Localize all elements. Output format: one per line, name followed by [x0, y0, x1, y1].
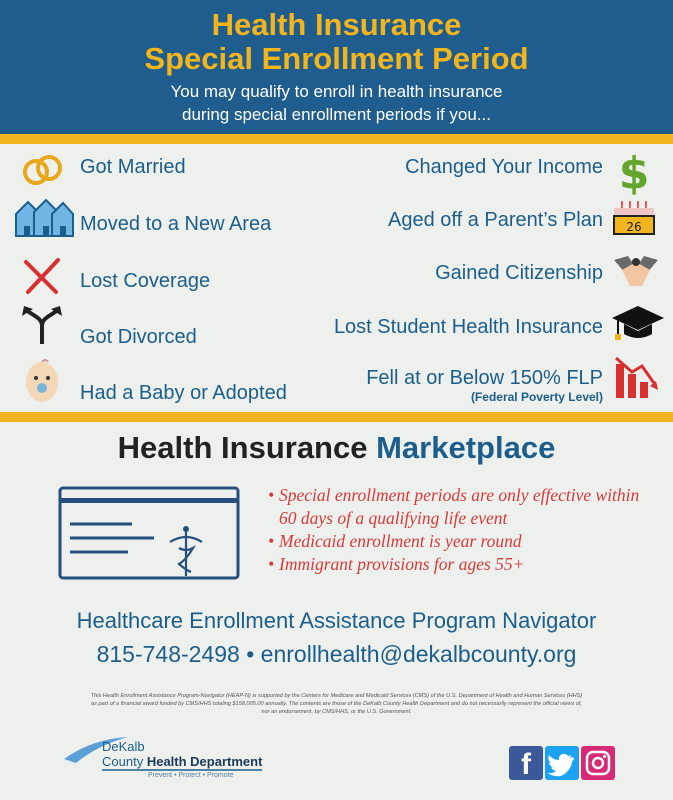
subtitle-line2: during special enrollment periods if you...	[182, 105, 491, 124]
dollar-icon	[614, 146, 654, 196]
disclaimer-text: This Health Enrollment Assistance Program-Navigator (HEAP-N) is supported by the Centers for Medicare and Medicaid Services (CMS) of the U.S. Department of Health and Human Services (HHS) as part of a financial award funded by CMS/HHS totaling $158,005.00 annually. The contents are those of the DeKalb County Health Department and do not necessarily represent the official views of, nor an endorsement, by CMS/HHS, or the U.S. Government.	[90, 693, 583, 715]
baby-icon	[22, 358, 62, 408]
svg-text:$: $	[618, 148, 650, 196]
logo-health-department: Health Department	[146, 754, 263, 769]
event-fell-below-flp: Fell at or Below 150% FLP	[366, 367, 603, 389]
event-got-divorced: Got Divorced	[80, 326, 197, 348]
bullet-special-enrollment: • Special enrollment periods are only effective within 60 days of a qualifying life event	[268, 484, 658, 530]
event-got-married: Got Married	[80, 156, 186, 178]
split-arrow-icon	[20, 304, 64, 346]
event-lost-coverage: Lost Coverage	[80, 270, 211, 292]
marketplace-bullets	[268, 484, 658, 576]
marketplace-title-part1: Health Insurance	[117, 430, 368, 465]
logo-county-health	[102, 754, 262, 769]
instagram-icon[interactable]	[581, 746, 615, 780]
divider-middle	[0, 412, 673, 422]
qualifying-events	[0, 144, 673, 412]
wedding-rings-icon	[18, 150, 68, 190]
insurance-card-icon	[58, 486, 240, 580]
houses-icon	[14, 196, 74, 238]
event-citizenship: Gained Citizenship	[435, 262, 603, 284]
logo-tagline: Prevent • Protect • Promote	[148, 772, 234, 779]
bullet-immigrant: • Immigrant provisions for ages 55+	[268, 553, 658, 576]
divider-top	[0, 134, 673, 144]
birthday-cake-icon	[610, 198, 658, 238]
event-had-baby: Had a Baby or Adopted	[80, 382, 287, 404]
twitter-icon[interactable]	[545, 746, 579, 780]
graduation-cap-icon	[610, 302, 666, 344]
subtitle-line1: You may qualify to enroll in health insurance	[170, 82, 503, 101]
program-name: Healthcare Enrollment Assistance Program Navigator	[76, 608, 597, 633]
event-aged-off: Aged off a Parent’s Plan	[388, 209, 603, 231]
cake-age-badge: 26	[626, 220, 642, 234]
email-address[interactable]: enrollhealth@dekalbcounty.org	[260, 641, 577, 667]
bullet-medicaid: • Medicaid enrollment is year round	[268, 530, 658, 553]
marketplace-title	[0, 430, 673, 466]
page-title-line2: Special Enrollment Period	[144, 41, 529, 76]
event-lost-student: Lost Student Health Insurance	[333, 316, 603, 338]
phone-number[interactable]: 815-748-2498	[96, 641, 240, 667]
event-moved: Moved to a New Area	[80, 213, 272, 235]
marketplace-title-part2: Marketplace	[376, 430, 556, 465]
event-changed-income: Changed Your Income	[405, 156, 603, 178]
logo-dekalb: DeKalb	[102, 739, 145, 754]
contact-line	[0, 641, 673, 668]
fpl-note: (Federal Poverty Level)	[470, 390, 603, 404]
facebook-icon[interactable]: f	[509, 746, 543, 780]
handshake-icon	[612, 252, 660, 296]
dekalb-logo[interactable]	[62, 733, 282, 788]
separator-dot: •	[246, 641, 255, 667]
logo-county: County	[102, 754, 144, 769]
header-banner	[0, 0, 673, 134]
x-mark-icon	[20, 256, 64, 296]
page-title-line1: Health Insurance	[211, 7, 462, 42]
declining-chart-icon	[612, 354, 660, 400]
